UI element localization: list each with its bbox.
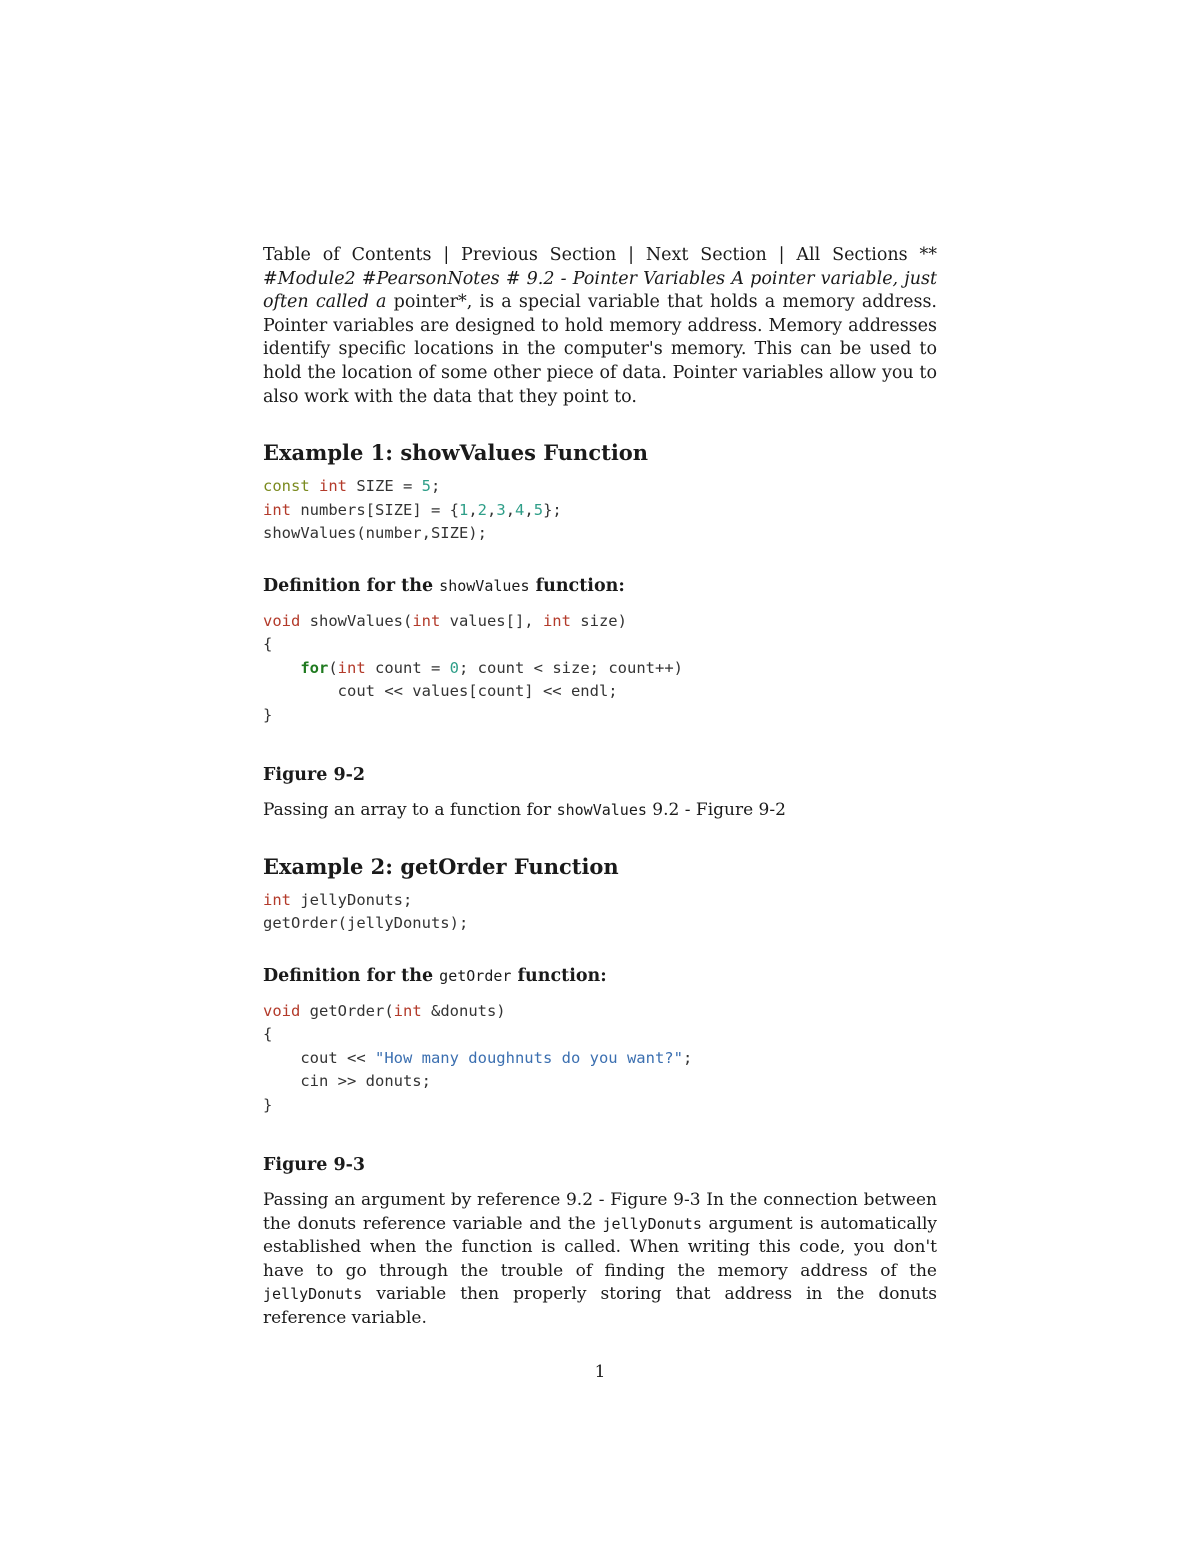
code-token: ; bbox=[431, 477, 441, 496]
def-prefix: Definition for the bbox=[263, 965, 440, 986]
figure-9-2-label: Figure 9-2 bbox=[263, 765, 366, 786]
para-text: argument is automatically established when the function is called. When writing this code, you don't have to go through the trouble of finding the memory address of the bbox=[263, 1213, 937, 1281]
tags-text: #Module2 #PearsonNotes # 9.2 - Pointer Variables A pointer variable, just often called a bbox=[263, 268, 937, 313]
example2-definition-heading bbox=[263, 964, 937, 988]
figure-9-3-label: Figure 9-3 bbox=[263, 1155, 366, 1176]
code-token: 4 bbox=[515, 500, 525, 519]
code-token: count = bbox=[365, 658, 450, 677]
code-token: int bbox=[412, 611, 441, 630]
caption-end: 9.2 - Figure 9-2 bbox=[646, 800, 786, 821]
code-token: int bbox=[263, 500, 291, 519]
page-number: 1 bbox=[594, 1362, 606, 1382]
para-code: jellyDonuts bbox=[602, 1214, 702, 1233]
code-token: "How many doughnuts do you want?" bbox=[374, 1048, 683, 1067]
code-token: int bbox=[319, 477, 348, 496]
code-token: int bbox=[337, 658, 366, 677]
code-token: &donuts) bbox=[421, 1001, 506, 1020]
example1-heading: Example 1: showValues Function bbox=[263, 440, 649, 466]
intro-paragraph bbox=[263, 244, 937, 409]
code-token: for bbox=[300, 658, 329, 677]
code-token: { bbox=[263, 1025, 273, 1044]
code-token: { bbox=[263, 635, 273, 654]
code-token: SIZE = bbox=[347, 477, 422, 496]
code-token: values[], bbox=[440, 611, 543, 630]
code-token: showValues( bbox=[300, 611, 413, 630]
example2-heading: Example 2: getOrder Function bbox=[263, 853, 619, 879]
code-token: cin >> donuts; bbox=[263, 1072, 431, 1091]
para-code: jellyDonuts bbox=[263, 1285, 363, 1304]
code-token: }; bbox=[543, 500, 562, 519]
caption-code: showValues bbox=[556, 801, 647, 820]
def-func-name: getOrder bbox=[439, 966, 512, 985]
code-token: 1 bbox=[458, 500, 469, 519]
code-token: size) bbox=[570, 611, 627, 630]
caption-text: Passing an array to a function for bbox=[263, 800, 557, 821]
code-token: void bbox=[263, 1001, 301, 1020]
code-token: } bbox=[263, 1095, 273, 1114]
code-token: } bbox=[263, 705, 273, 724]
code-token: cout << values[count] << endl; bbox=[263, 682, 618, 701]
code-token: int bbox=[263, 890, 291, 909]
code-token: const bbox=[263, 477, 310, 496]
code-token: ; bbox=[682, 1048, 693, 1067]
figure-9-2-caption bbox=[263, 799, 937, 823]
code-token: ( bbox=[328, 658, 338, 677]
code-token: numbers[SIZE] = { bbox=[291, 500, 459, 519]
code-token: ; count < size; count++) bbox=[459, 658, 683, 677]
para-text: variable then properly storing that address in the donuts reference variable. bbox=[263, 1284, 937, 1328]
code-token: int bbox=[542, 611, 571, 630]
code-token: int bbox=[393, 1001, 422, 1020]
example1-definition-heading bbox=[263, 574, 937, 598]
code-token: getOrder( bbox=[300, 1001, 394, 1020]
def-suffix: function: bbox=[529, 575, 625, 596]
code-token: 5 bbox=[533, 500, 544, 519]
code-token: cout << bbox=[263, 1048, 375, 1067]
para-text: Passing an argument by reference 9.2 - Figure 9-3 In the connection between the donuts reference variable and the bbox=[263, 1190, 937, 1234]
def-suffix: function: bbox=[511, 965, 607, 986]
figure-9-3-paragraph bbox=[263, 1189, 937, 1330]
code-token: getOrder(jellyDonuts); bbox=[263, 914, 469, 933]
document-page bbox=[263, 244, 937, 1330]
code-token: void bbox=[263, 611, 301, 630]
code-token: showValues(number,SIZE); bbox=[263, 524, 487, 543]
example2-code bbox=[263, 889, 937, 936]
nav-line: Table of Contents | Previous Section | Next Section | All Sections ** bbox=[263, 245, 937, 265]
example2-definition-code bbox=[263, 1000, 937, 1118]
code-token: 2 bbox=[477, 500, 488, 519]
example1-definition-code bbox=[263, 610, 937, 728]
def-func-name: showValues bbox=[439, 576, 530, 595]
example1-code: const int SIZE = 5; int numbers[SIZE] = {1,2,3,4,5}; showValues(number,SIZE); bbox=[263, 477, 562, 543]
code-token: 3 bbox=[496, 500, 506, 519]
code-token: 0 bbox=[449, 658, 460, 677]
code-token: jellyDonuts; bbox=[291, 890, 413, 909]
intro-body: pointer*, is a special variable that holds a memory address. Pointer variables are designed to hold memory address. Memory addresses identify specific locations in the computer's memory. This can be used to hold the location of some other piece of data. Pointer variables allow you to also work with the data that they point to. bbox=[263, 292, 937, 407]
code-token: 5 bbox=[421, 477, 432, 496]
def-prefix: Definition for the bbox=[263, 575, 440, 596]
